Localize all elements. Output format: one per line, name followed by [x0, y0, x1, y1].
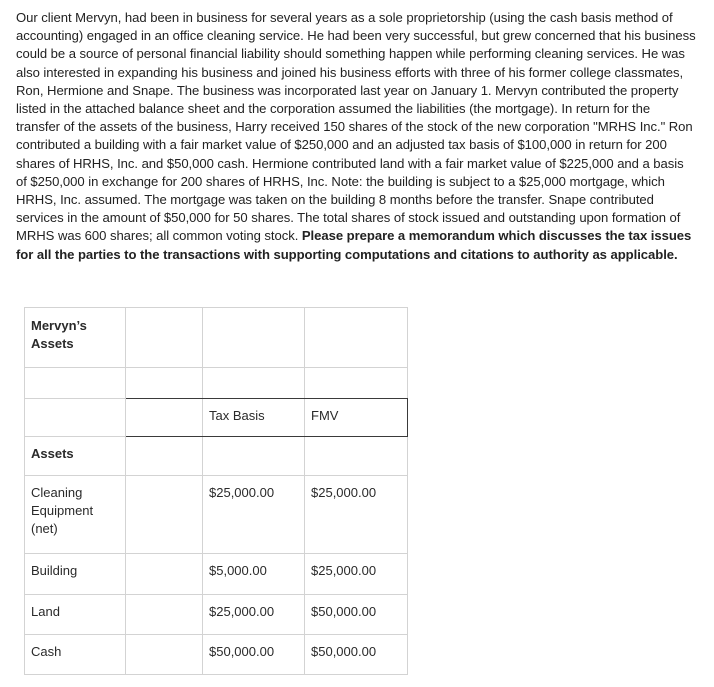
- table-row: [25, 554, 408, 595]
- column-header-tax-basis: Tax Basis: [209, 408, 265, 423]
- table-row: [25, 595, 408, 635]
- tax-basis-value: $50,000.00: [209, 644, 275, 659]
- section-label-assets: Assets: [31, 446, 74, 461]
- fmv-value: $25,000.00: [311, 485, 377, 500]
- table-title-row: [25, 308, 408, 368]
- tax-basis-value: $5,000.00: [209, 563, 267, 578]
- row-label: Land: [31, 604, 60, 619]
- table-title: Mervyn’s Assets: [31, 318, 87, 351]
- row-label: Building: [31, 563, 78, 578]
- balance-sheet-table: [24, 307, 408, 675]
- table-blank-row: [25, 368, 408, 399]
- row-label: Cash: [31, 644, 62, 659]
- fmv-value: $25,000.00: [311, 563, 377, 578]
- case-narrative: Our client Mervyn, had been in business for several years as a sole proprietorship (using the cash basis method of accounting) engaged in an office cleaning service. He had been very successful, but grew concerned that his business could be a source of personal financial liability should something happen while performing cleaning services. He was also interested in expanding his business and joined his business efforts with three of his former college classmates, Ron, Hermione and Snape. The business was incorporated last year on January 1. Mervyn contributed the property listed in the attached balance sheet and the corporation assumed the liabilities (the mortgage). In return for the transfer of the assets of the business, Harry received 150 shares of the stock of the new corporation "MRHS Inc." Ron contributed a building with a fair market value of $250,000 and an adjusted tax basis of $100,000 in return for 200 shares of HRHS, Inc. and $50,000 cash. Hermione contributed land with a fair market value of $225,000 and a basis of $250,000 in exchange for 200 shares of HRHS, Inc. Note: the building is subject to a $25,000 mortgage, which HRHS, Inc. assumed. The mortgage was taken on the building 8 months before the transfer. Snape contributed services in the amount of $50,000 for 50 shares. The total shares of stock issued and outstanding upon formation of MRHS was 600 shares; all common voting stock.: [16, 10, 696, 244]
- table-row: [25, 635, 408, 675]
- row-label: Cleaning Equipment (net): [31, 485, 94, 536]
- column-header-fmv: FMV: [311, 408, 339, 423]
- assignment-instruction: Please prepare a memorandum which discusses the tax issues for all the parties to the transactions with supporting computations and citations to authority as applicable.: [16, 228, 692, 262]
- table-section-row: [25, 437, 408, 476]
- case-description: [16, 9, 696, 264]
- table-row: [25, 476, 408, 554]
- fmv-value: $50,000.00: [311, 644, 377, 659]
- tax-basis-value: $25,000.00: [209, 604, 275, 619]
- tax-basis-value: $25,000.00: [209, 485, 275, 500]
- table-header-row: [25, 399, 408, 437]
- fmv-value: $50,000.00: [311, 604, 377, 619]
